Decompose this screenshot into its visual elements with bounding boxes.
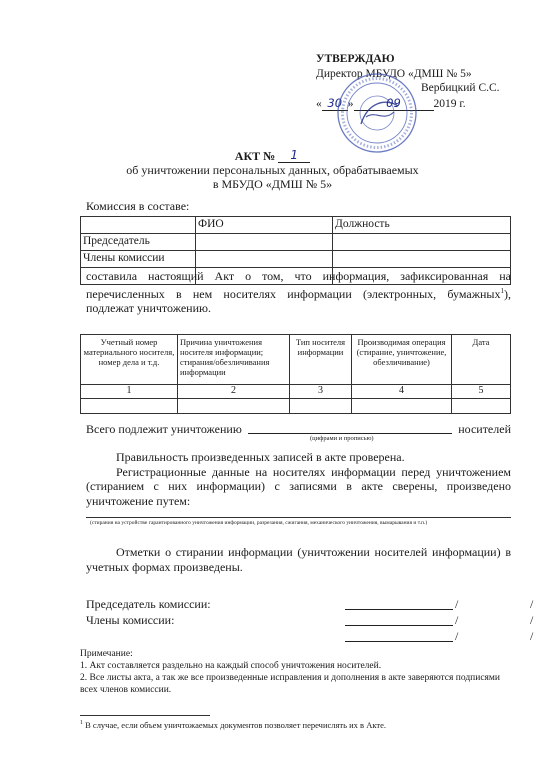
signature-slash: / [530, 597, 534, 611]
note-item: 1. Акт составляется раздельно на каждый способ уничтожения носителей. [80, 661, 382, 671]
notes-title: Примечание: [80, 649, 133, 659]
signature-slash: / [455, 629, 459, 643]
table-cell [333, 251, 511, 268]
date-month: 09 [354, 96, 434, 112]
table-row [81, 251, 511, 268]
method-hint: (стирания на устройстве гарантированного уничтожения информации, разрезания, сжигания, механического уничтожения, вымарывания и т.п.) [90, 520, 428, 526]
signature-slash: / [455, 613, 459, 627]
date-year: 2019 г. [433, 97, 466, 110]
col-number-1: 1 [81, 385, 178, 399]
col-number-4: 4 [352, 385, 452, 399]
date-close-quote: » [347, 97, 354, 110]
method-line [86, 517, 511, 518]
table-cell [178, 399, 290, 414]
total-line [86, 421, 511, 437]
total-hint: (цифрами и прописью) [310, 435, 374, 442]
footnote-text: В случае, если объем уничтожаемых документов позволяет перечислять их в Акте. [83, 720, 386, 730]
table-cell [81, 399, 178, 414]
header-fio: ФИО [196, 217, 333, 234]
col-header-number: Учетный номер материального носителя, номер дела и т.д. [81, 335, 178, 385]
table-cell [333, 234, 511, 251]
paragraph-1-end: ), подлежат уничтожению. [86, 286, 511, 315]
footnote-ref: 1 [500, 286, 504, 295]
col-number-5: 5 [452, 385, 511, 399]
row-chairman: Председатель [81, 234, 196, 251]
paragraph-2: Правильность произведенных записей в акте проверена. [116, 450, 405, 464]
title-line-2: в МБУДО «ДМШ № 5» [212, 177, 333, 191]
total-blank [248, 421, 452, 434]
table-cell [196, 251, 333, 268]
title-line-1: об уничтожении персональных данных, обрабатываемых [126, 163, 419, 177]
col-number-3: 3 [290, 385, 352, 399]
approval-title: УТВЕРЖДАЮ [316, 53, 395, 65]
header-position: Должность [333, 217, 511, 234]
approval-position: Директор МБУДО «ДМШ № 5» [316, 67, 472, 80]
commission-label: Комиссия в составе: [86, 199, 190, 213]
document-title [0, 148, 545, 191]
table-row [81, 399, 511, 414]
col-number-2: 2 [178, 385, 290, 399]
members-signature-label: Члены комиссии: [86, 613, 175, 627]
chair-signature-label: Председатель комиссии: [86, 597, 211, 611]
signature-line [345, 641, 453, 642]
paragraph-1-text: составила настоящий Акт о том, что информация, зафиксированная на перечисленных в нем носителях информации (электронных, бумажных [86, 269, 511, 301]
table-cell [452, 399, 511, 414]
official-stamp [336, 72, 418, 154]
signature-slash: / [530, 613, 534, 627]
footnote-separator [80, 715, 210, 716]
table-row [81, 335, 511, 385]
act-heading [0, 148, 545, 163]
paragraph-1 [86, 269, 511, 316]
col-header-type: Тип носителя информации [290, 335, 352, 385]
paragraph-4: Отметки о стирании информации (уничтожении носителей информации) в учетных формах произведены. [86, 545, 511, 574]
col-header-operation: Производимая операция (стирание, уничтожение, обезличивание) [352, 335, 452, 385]
paragraph-3: Регистрационные данные на носителях информации перед уничтожением (стиранием с них информации) с записями в акте сверены, произведено уничтожение путем: [86, 464, 511, 508]
footnote [80, 720, 386, 730]
table-cell [352, 399, 452, 414]
paragraphs-block [86, 450, 511, 508]
signature-slash: / [530, 629, 534, 643]
signature-line [345, 609, 453, 610]
note-item: 2. Все листы акта, а так же все произведенные исправления и дополнения в акте заверяются подписями всех членов комиссии. [80, 673, 501, 695]
total-label: Всего подлежит уничтожению [86, 422, 242, 436]
notes-block [80, 648, 512, 696]
media-table [80, 334, 511, 414]
table-cell [290, 399, 352, 414]
signature-slash: / [455, 597, 459, 611]
table-cell [81, 217, 196, 234]
footnote-mark: 1 [80, 720, 83, 727]
table-row [81, 234, 511, 251]
signature-line [345, 625, 453, 626]
table-row [81, 385, 511, 399]
col-header-date: Дата [452, 335, 511, 385]
act-number: 1 [278, 148, 310, 163]
date-day: 30 [322, 96, 348, 112]
approval-signatory: Вербицкий С.С. [421, 82, 500, 94]
act-label: АКТ № [234, 149, 276, 163]
col-header-reason: Причина уничтожения носителя информации; стирания/обезличивания информации [178, 335, 290, 385]
row-members: Члены комиссии [81, 251, 196, 268]
table-row [81, 217, 511, 234]
table-cell [196, 234, 333, 251]
total-unit: носителей [458, 422, 511, 436]
date-open-quote: « [316, 97, 322, 110]
